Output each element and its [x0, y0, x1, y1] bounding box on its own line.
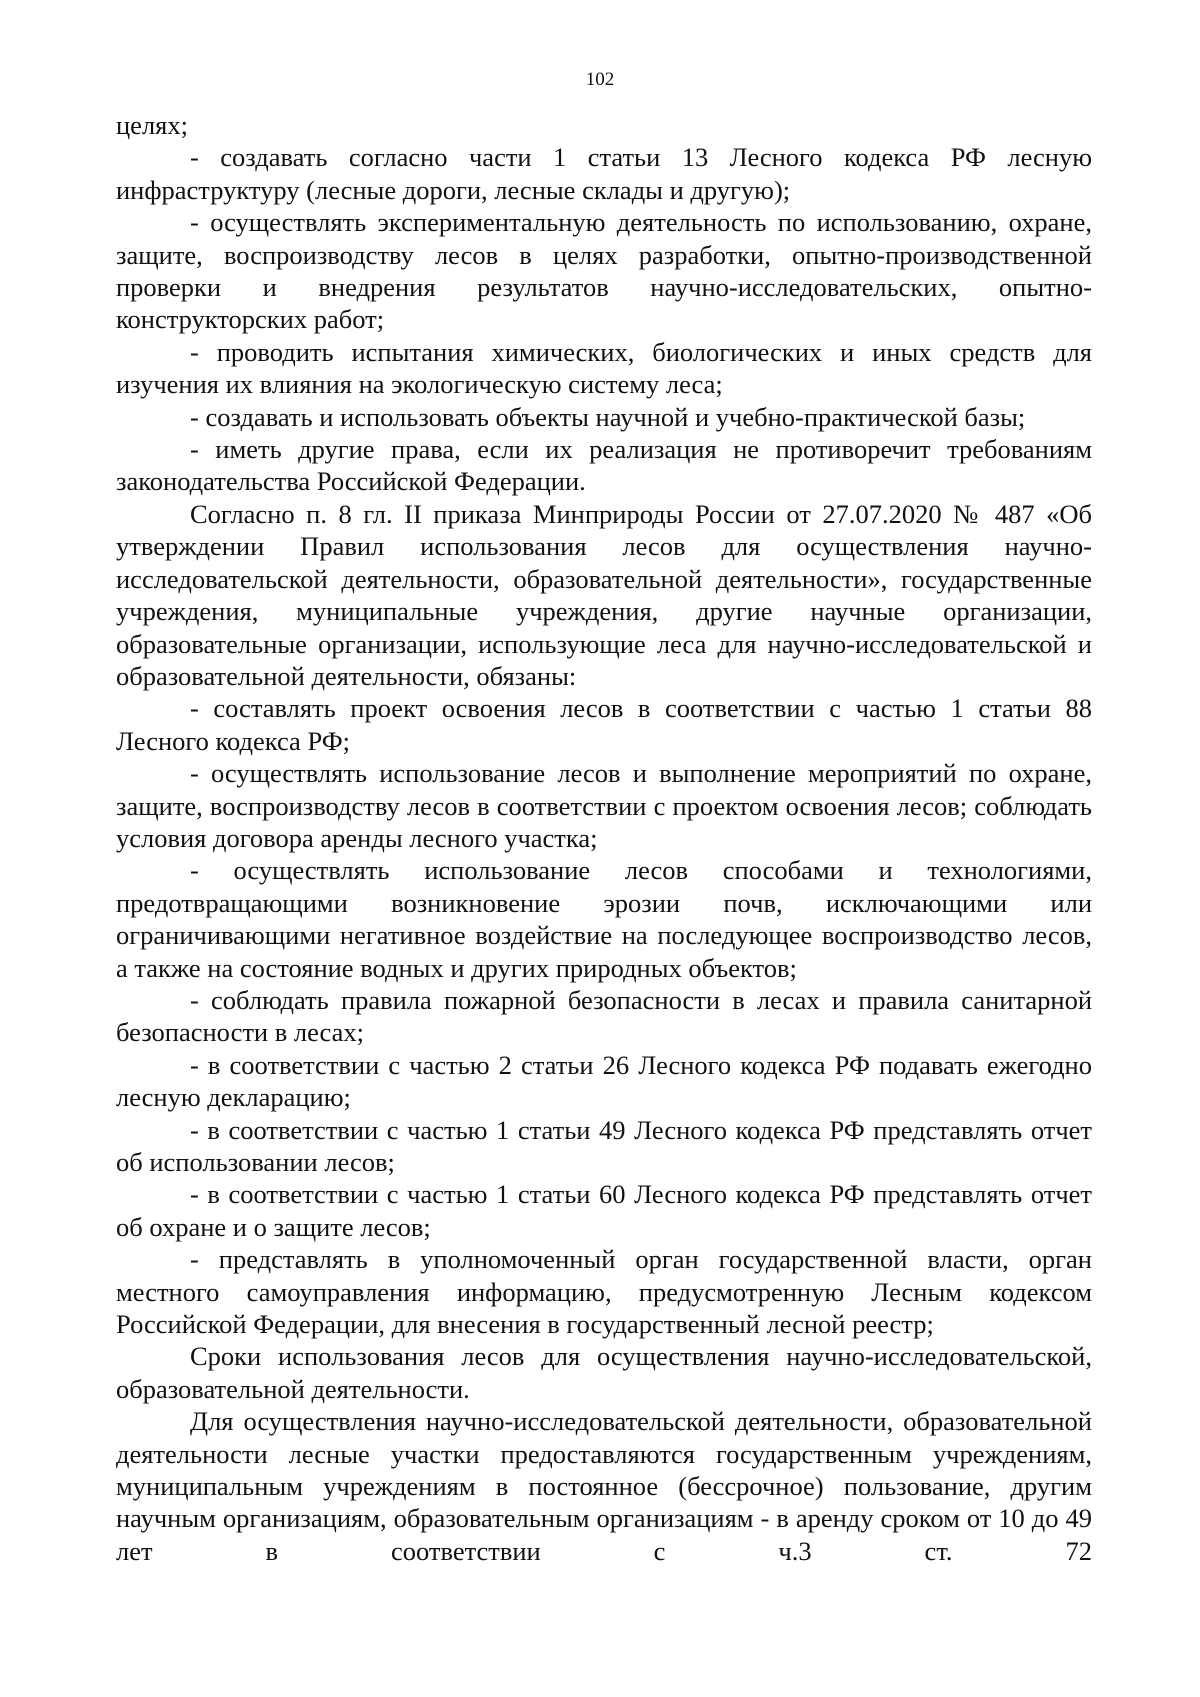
list-item-testing: - проводить испытания химических, биологических и иных средств для изучения их влияния на экологическую систему леса;	[116, 336, 1092, 400]
paragraph-terms-body: Для осуществления научно-исследовательской деятельности, образовательной деятельности лесные участки предоставляются государственным учреждениям, муниципальным учреждениям в постоянное (бессрочное) пользование, другим научным организациям, образовательным организациям - в аренду сроком от 10 до 49 лет в соответствии с ч.3 ст. 72	[116, 1406, 1092, 1566]
list-item-protection-report: - в соответствии с частью 1 статьи 60 Лесного кодекса РФ представлять отчет об охране и о защите лесов;	[116, 1179, 1092, 1242]
list-item-use-report: - в соответствии с частью 1 статьи 49 Лесного кодекса РФ представлять отчет об использовании лесов;	[116, 1114, 1092, 1177]
list-item-development-project: - составлять проект освоения лесов в соответствии с частью 1 статьи 88 Лесного кодекса РФ;	[116, 693, 1092, 756]
paragraph-order-reference: Согласно п. 8 гл. II приказа Минприроды России от 27.07.2020 № 487 «Об утверждении Правил использования лесов для осуществления научно-исследовательской деятельности, образовательной деятельности», государственные учреждения, муниципальные учреждения, другие научные организации, образовательные организации, использующие леса для научно-исследовательской и образовательной деятельности, обязаны:	[116, 498, 1092, 691]
page-number: 102	[585, 69, 615, 90]
list-item-other-rights: - иметь другие права, если их реализация не противоречит требованиям законодательства Российской Федерации.	[116, 434, 1092, 497]
list-item-declaration: - в соответствии с частью 2 статьи 26 Лесного кодекса РФ подавать ежегодно лесную декларацию;	[116, 1049, 1092, 1113]
list-item-fire-safety: - соблюдать правила пожарной безопасности в лесах и правила санитарной безопасности в лесах;	[116, 984, 1092, 1048]
paragraph-terms-heading: Сроки использования лесов для осуществления научно-исследовательской, образовательной деятельности.	[116, 1341, 1092, 1404]
list-item-use-and-measures: - осуществлять использование лесов и выполнение мероприятий по охране, защите, воспроизводству лесов в соответствии с проектом освоения лесов; соблюдать условия договора аренды лесного участка;	[116, 758, 1092, 853]
list-item-registry-info: - представлять в уполномоченный орган государственной власти, орган местного самоуправления информацию, предусмотренную Лесным кодексом Российской Федерации, для внесения в государственный лесной реестр;	[116, 1244, 1092, 1340]
paragraph-continuation: целях;	[116, 110, 188, 140]
list-item-infrastructure: - создавать согласно части 1 статьи 13 Лесного кодекса РФ лесную инфраструктуру (лесные дороги, лесные склады и другую);	[116, 142, 1092, 205]
document-body	[116, 109, 1092, 1567]
list-item-objects: - создавать и использовать объекты научной и учебно-практической базы;	[190, 401, 1026, 432]
list-item-experimental-activity: - осуществлять экспериментальную деятельность по использованию, охране, защите, воспроизводству лесов в целях разработки, опытно-производственной проверки и внедрения результатов научно-исследовательских, опытно-конструкторских работ;	[116, 207, 1092, 335]
list-item-technologies: - осуществлять использование лесов способами и технологиями, предотвращающими возникновение эрозии почв, исключающими или ограничивающими негативное воздействие на последующее воспроизводство лесов, а также на состояние водных и других природных объектов;	[116, 855, 1092, 983]
